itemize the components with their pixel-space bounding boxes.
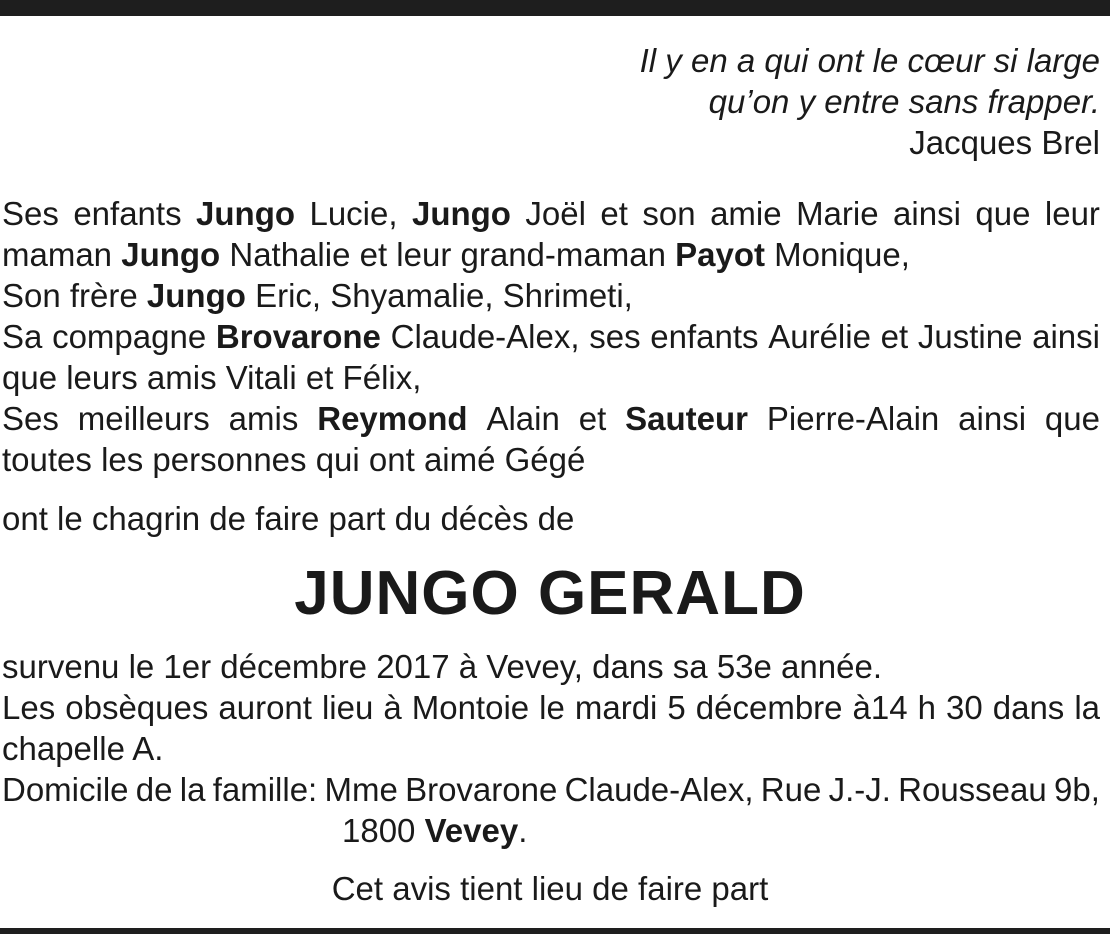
family-line-2 [2,234,1100,275]
city: Vevey [424,812,519,849]
word: Les [2,689,56,726]
text: Son frère [2,277,147,314]
word: Lucie, [309,195,398,232]
text: Eric, Shyamalie, Shrimeti, [245,277,633,314]
word: Joël [525,195,586,232]
surname: Payot [675,236,765,273]
word: que [1044,400,1100,437]
word: leur [1044,195,1100,232]
word: de [135,771,173,808]
text: Monique, [764,236,910,273]
deceased-name: JUNGO GERALD [294,559,806,628]
word: Montoie [411,689,530,726]
family-list [2,193,1100,480]
word: ainsi [958,400,1027,437]
word: ainsi [893,195,961,232]
word: et [600,195,628,232]
details-line-3: chapelle A. [2,730,164,767]
epigraph-line-1: Il y en a qui ont le cœur si large [639,42,1100,79]
word: dans [992,689,1065,726]
word: 30 [946,689,983,726]
word: à14 [852,689,908,726]
word: 5 [667,689,686,726]
text: maman [2,236,122,273]
word: ainsi [1032,318,1100,355]
word: Pierre-Alain [766,400,940,437]
surname: Jungo [146,277,246,314]
text: . [518,812,528,849]
word: famille: [212,771,318,808]
word: compagne [52,318,207,355]
word: le [539,689,565,726]
family-line-5: que leurs amis Vitali et Félix, [2,359,422,396]
epigraph-author: Jacques Brel [909,124,1100,161]
word: la [179,771,206,808]
word: Domicile [2,771,129,808]
epigraph [400,40,1100,163]
surname: Reymond [317,400,468,437]
word: Brovarone [405,771,558,808]
word: son [642,195,696,232]
word: et [578,400,607,437]
word: 9b, [1054,771,1100,808]
word: Claude-Alex, [564,771,754,808]
family-line-4 [2,316,1100,357]
announcement: ont le chagrin de faire part du décès de [2,500,575,537]
word: auront [218,689,312,726]
word: Mme [324,771,398,808]
bottom-rule [0,928,1110,934]
word: J.-J. [828,771,891,808]
word: à [383,689,402,726]
details-line-1: survenu le 1er décembre 2017 à Vevey, dans sa 53e année. [2,648,882,685]
text: 1800 [342,812,425,849]
word: meilleurs [77,400,210,437]
family-line-7: toutes les personnes qui ont aimé Gégé [2,441,586,478]
word: la [1074,689,1100,726]
closing-note: Cet avis tient lieu de faire part [331,870,769,907]
word: lieu [321,689,374,726]
epigraph-line-2: qu’on y entre sans frapper. [708,83,1100,120]
word: obsèques [65,689,209,726]
word: mardi [574,689,658,726]
word: décembre [695,689,843,726]
surname: Jungo [196,195,296,232]
family-line-1 [2,193,1100,234]
word: Marie [796,195,879,232]
details-line-4 [2,769,1100,810]
top-rule [0,0,1110,16]
details-line-5 [2,810,1100,851]
surname: Sauteur [625,400,749,437]
details [2,646,1100,851]
word: enfants [73,195,182,232]
word: amis [228,400,299,437]
word: Aurélie [768,318,871,355]
text: Nathalie et leur grand-maman [220,236,676,273]
word: que [975,195,1031,232]
surname: Brovarone [215,318,381,355]
word: Ses [2,195,59,232]
word: Alain [486,400,560,437]
surname: Jungo [411,195,511,232]
surname: Jungo [121,236,221,273]
family-line-3 [2,275,1100,316]
word: enfants [650,318,759,355]
word: Justine [917,318,1023,355]
word: h [917,689,936,726]
word: ses [589,318,641,355]
word: Ses [2,400,59,437]
word: Rue [760,771,822,808]
word: Sa [2,318,43,355]
word: Claude-Alex, [390,318,580,355]
word: Rousseau [898,771,1047,808]
word: et [880,318,909,355]
word: amie [710,195,782,232]
family-line-6 [2,398,1100,439]
details-line-2 [2,687,1100,728]
